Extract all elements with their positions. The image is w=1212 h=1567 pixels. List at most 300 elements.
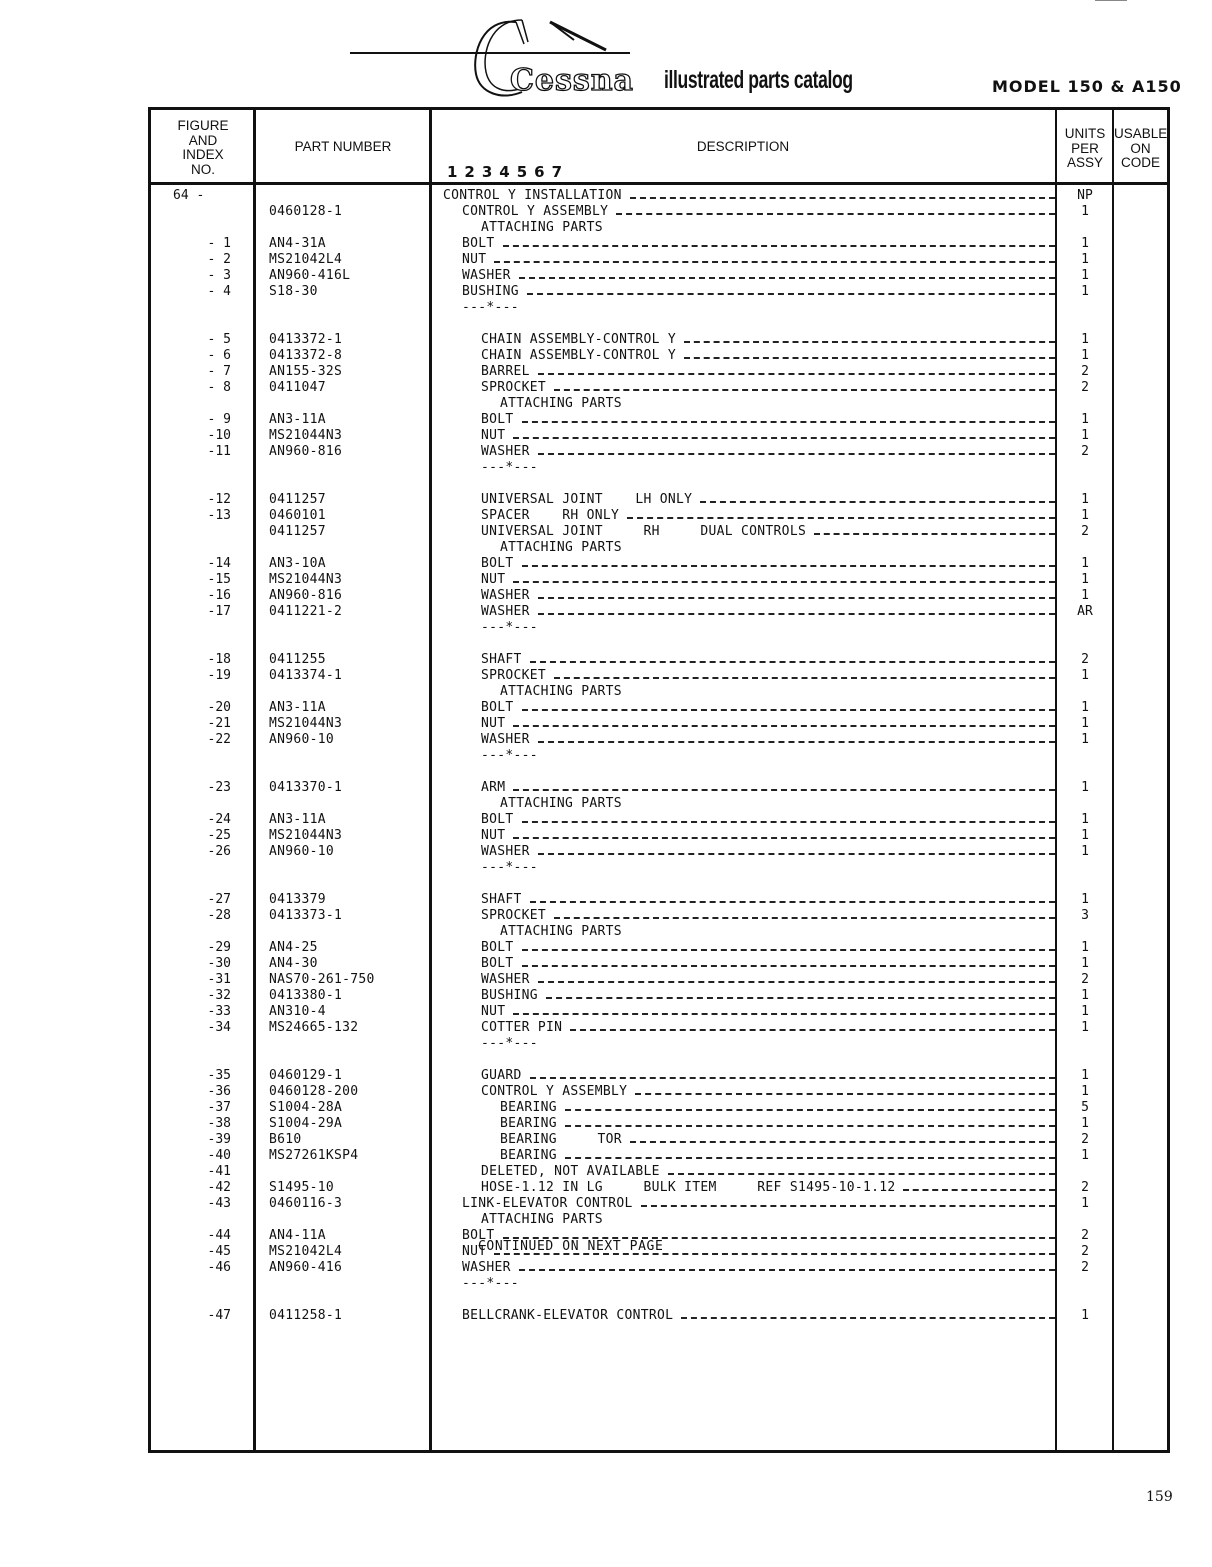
description-text: SHAFT xyxy=(481,652,522,667)
part-number: AN4-11A xyxy=(269,1228,326,1243)
part-number: AN155-32S xyxy=(269,364,343,379)
table-row xyxy=(151,1116,1167,1132)
table-row xyxy=(151,364,1167,380)
part-description xyxy=(481,524,1055,540)
table-row xyxy=(151,828,1167,844)
units-per-assy: 1 xyxy=(1081,700,1089,715)
part-number: MS21044N3 xyxy=(269,828,343,843)
units-per-assy: 2 xyxy=(1081,380,1089,395)
figure-index: - 2 xyxy=(207,252,231,267)
table-row xyxy=(151,796,1167,812)
part-description xyxy=(481,380,1055,396)
part-number: 0411257 xyxy=(269,492,326,507)
part-description xyxy=(481,1084,1055,1100)
description-text: BEARING xyxy=(500,1116,557,1131)
part-description xyxy=(500,540,1055,556)
part-description xyxy=(462,1308,1055,1324)
part-description xyxy=(481,588,1055,604)
description-text: BUSHING xyxy=(481,988,538,1003)
units-per-assy: 1 xyxy=(1081,892,1089,907)
description-text: ---*--- xyxy=(481,1036,538,1051)
part-description xyxy=(462,236,1055,252)
part-number: AN310-4 xyxy=(269,1004,326,1019)
part-description xyxy=(481,956,1055,972)
units-per-assy: 1 xyxy=(1081,412,1089,427)
table-row xyxy=(151,1260,1167,1276)
part-description xyxy=(462,252,1055,268)
part-description xyxy=(481,652,1055,668)
part-description xyxy=(481,492,1055,508)
part-number: 0460128-200 xyxy=(269,1084,359,1099)
part-description xyxy=(500,396,1055,412)
figure-index: -15 xyxy=(207,572,231,587)
part-number: S1495-10 xyxy=(269,1180,335,1195)
description-text: NUT xyxy=(481,1004,506,1019)
part-number: 0411255 xyxy=(269,652,326,667)
part-description xyxy=(481,860,1055,876)
table-row xyxy=(151,1180,1167,1196)
description-text: SPROCKET xyxy=(481,908,547,923)
units-per-assy: 1 xyxy=(1081,268,1089,283)
units-per-assy: 1 xyxy=(1081,1084,1089,1099)
part-number: 0413372-1 xyxy=(269,332,343,347)
figure-index: -27 xyxy=(207,892,231,907)
part-description xyxy=(462,300,1055,316)
figure-index: -14 xyxy=(207,556,231,571)
description-text: ATTACHING PARTS xyxy=(481,1212,603,1227)
table-row xyxy=(151,380,1167,396)
part-description xyxy=(481,1180,1055,1196)
table-row xyxy=(151,700,1167,716)
table-row xyxy=(151,668,1167,684)
figure-index: - 8 xyxy=(207,380,231,395)
table-row xyxy=(151,652,1167,668)
description-text: SHAFT xyxy=(481,892,522,907)
units-per-assy: 5 xyxy=(1081,1100,1089,1115)
part-number: MS21044N3 xyxy=(269,572,343,587)
part-description xyxy=(481,1036,1055,1052)
description-text: BELLCRANK-ELEVATOR CONTROL xyxy=(462,1308,674,1323)
units-per-assy: 1 xyxy=(1081,668,1089,683)
part-number: AN960-10 xyxy=(269,732,335,747)
figure-index: -11 xyxy=(207,444,231,459)
part-description xyxy=(481,828,1055,844)
figure-index: -31 xyxy=(207,972,231,987)
table-row xyxy=(151,684,1167,700)
part-number: 0411257 xyxy=(269,524,326,539)
units-per-assy: 2 xyxy=(1081,444,1089,459)
part-number: MS24665-132 xyxy=(269,1020,359,1035)
figure-index: - 4 xyxy=(207,284,231,299)
units-per-assy: 2 xyxy=(1081,1260,1089,1275)
table-row xyxy=(151,204,1167,220)
table-row xyxy=(151,524,1167,540)
part-description xyxy=(481,604,1055,620)
part-number: 0411221-2 xyxy=(269,604,343,619)
description-text: BEARING xyxy=(500,1148,557,1163)
table-row xyxy=(151,588,1167,604)
units-per-assy: 1 xyxy=(1081,1068,1089,1083)
figure-index: - 3 xyxy=(207,268,231,283)
table-row xyxy=(151,892,1167,908)
part-description xyxy=(481,1020,1055,1036)
description-text: NUT xyxy=(481,572,506,587)
description-text: BOLT xyxy=(481,556,514,571)
table-row xyxy=(151,348,1167,364)
table-row xyxy=(151,924,1167,940)
table-row xyxy=(151,508,1167,524)
figure-index: -39 xyxy=(207,1132,231,1147)
part-description xyxy=(462,204,1055,220)
units-per-assy: 1 xyxy=(1081,732,1089,747)
units-per-assy: 2 xyxy=(1081,1132,1089,1147)
figure-index: -44 xyxy=(207,1228,231,1243)
part-description xyxy=(481,412,1055,428)
part-number: B610 xyxy=(269,1132,302,1147)
units-per-assy: 1 xyxy=(1081,332,1089,347)
part-description xyxy=(500,1148,1055,1164)
figure-index: -26 xyxy=(207,844,231,859)
part-number: 0413372-8 xyxy=(269,348,343,363)
units-per-assy: 1 xyxy=(1081,236,1089,251)
figure-index: -30 xyxy=(207,956,231,971)
part-number: AN4-31A xyxy=(269,236,326,251)
part-description xyxy=(481,700,1055,716)
table-row xyxy=(151,620,1167,636)
figure-index: -38 xyxy=(207,1116,231,1131)
figure-index: -37 xyxy=(207,1100,231,1115)
description-text: BUSHING xyxy=(462,284,519,299)
part-description xyxy=(481,716,1055,732)
part-number: 0413370-1 xyxy=(269,780,343,795)
description-text: UNIVERSAL JOINT RH DUAL CONTROLS xyxy=(481,524,807,539)
row-spacer xyxy=(151,876,1167,892)
column-header-part-number: PART NUMBER xyxy=(294,139,392,154)
part-description xyxy=(481,620,1055,636)
description-text: NUT xyxy=(481,828,506,843)
table-row xyxy=(151,1100,1167,1116)
figure-index: -22 xyxy=(207,732,231,747)
figure-index: -33 xyxy=(207,1004,231,1019)
part-number: 0460116-3 xyxy=(269,1196,343,1211)
part-description xyxy=(481,780,1055,796)
column-header-description: DESCRIPTION xyxy=(696,139,790,154)
units-per-assy: 1 xyxy=(1081,428,1089,443)
part-description xyxy=(481,988,1055,1004)
part-description xyxy=(481,364,1055,380)
table-row xyxy=(151,780,1167,796)
units-per-assy: AR xyxy=(1077,604,1093,619)
part-description xyxy=(481,892,1055,908)
description-text: ATTACHING PARTS xyxy=(500,684,622,699)
row-spacer xyxy=(151,476,1167,492)
description-text: WASHER xyxy=(481,732,530,747)
part-number: 0413379 xyxy=(269,892,326,907)
description-text: GUARD xyxy=(481,1068,522,1083)
figure-index: -41 xyxy=(207,1164,231,1179)
description-text: HOSE-1.12 IN LG BULK ITEM REF S1495-10-1.12 xyxy=(481,1180,896,1195)
table-row xyxy=(151,220,1167,236)
table-row xyxy=(151,540,1167,556)
figure-index: -42 xyxy=(207,1180,231,1195)
table-row xyxy=(151,1020,1167,1036)
table-row xyxy=(151,268,1167,284)
table-row xyxy=(151,732,1167,748)
figure-index: -47 xyxy=(207,1308,231,1323)
description-text: COTTER PIN xyxy=(481,1020,563,1035)
column-header-usable: USABLE ON CODE xyxy=(1114,126,1168,170)
brand-name: Cessna xyxy=(510,63,634,98)
part-description xyxy=(500,796,1055,812)
part-number: MS21044N3 xyxy=(269,716,343,731)
description-text: DELETED, NOT AVAILABLE xyxy=(481,1164,660,1179)
part-number: AN3-11A xyxy=(269,700,326,715)
corner-mark xyxy=(1095,0,1127,1)
table-row xyxy=(151,1084,1167,1100)
units-per-assy: 1 xyxy=(1081,812,1089,827)
part-number: NAS70-261-750 xyxy=(269,972,375,987)
units-per-assy: 1 xyxy=(1081,844,1089,859)
table-row xyxy=(151,860,1167,876)
part-number: AN3-10A xyxy=(269,556,326,571)
part-number: 0460101 xyxy=(269,508,326,523)
table-row xyxy=(151,492,1167,508)
part-number: AN960-10 xyxy=(269,844,335,859)
table-row xyxy=(151,300,1167,316)
description-text: ATTACHING PARTS xyxy=(500,796,622,811)
units-per-assy: 1 xyxy=(1081,252,1089,267)
table-row xyxy=(151,236,1167,252)
part-description xyxy=(500,1116,1055,1132)
part-description xyxy=(481,668,1055,684)
figure-index: -19 xyxy=(207,668,231,683)
table-row xyxy=(151,572,1167,588)
description-text: ATTACHING PARTS xyxy=(500,396,622,411)
table-row xyxy=(151,988,1167,1004)
units-per-assy: 2 xyxy=(1081,972,1089,987)
part-description xyxy=(481,556,1055,572)
units-per-assy: 2 xyxy=(1081,524,1089,539)
figure-index: -32 xyxy=(207,988,231,1003)
figure-index: -29 xyxy=(207,940,231,955)
figure-index: -36 xyxy=(207,1084,231,1099)
description-text: NUT xyxy=(481,716,506,731)
part-description xyxy=(481,1164,1055,1180)
units-per-assy: 1 xyxy=(1081,508,1089,523)
units-per-assy: 1 xyxy=(1081,1004,1089,1019)
table-row xyxy=(151,1276,1167,1292)
description-text: NUT xyxy=(462,252,487,267)
description-text: WASHER xyxy=(481,972,530,987)
units-per-assy: 1 xyxy=(1081,828,1089,843)
description-text: WASHER xyxy=(481,588,530,603)
figure-index: -25 xyxy=(207,828,231,843)
row-spacer xyxy=(151,1292,1167,1308)
figure-index: -45 xyxy=(207,1244,231,1259)
part-number: AN4-25 xyxy=(269,940,318,955)
units-per-assy: 1 xyxy=(1081,588,1089,603)
part-description xyxy=(481,332,1055,348)
part-number: 0413374-1 xyxy=(269,668,343,683)
description-text: ---*--- xyxy=(462,1276,519,1291)
figure-index: - 1 xyxy=(207,236,231,251)
part-description xyxy=(481,348,1055,364)
model-title: MODEL 150 & A150 xyxy=(992,77,1182,96)
table-row xyxy=(151,332,1167,348)
figure-index: -13 xyxy=(207,508,231,523)
figure-index: -20 xyxy=(207,700,231,715)
table-row xyxy=(151,1196,1167,1212)
part-number: AN960-416L xyxy=(269,268,351,283)
description-text: WASHER xyxy=(462,1260,511,1275)
units-per-assy: 1 xyxy=(1081,556,1089,571)
figure-index: -21 xyxy=(207,716,231,731)
units-per-assy: 2 xyxy=(1081,1180,1089,1195)
part-description xyxy=(481,748,1055,764)
figure-index: -35 xyxy=(207,1068,231,1083)
table-row xyxy=(151,252,1167,268)
description-text: WASHER xyxy=(462,268,511,283)
table-row xyxy=(151,748,1167,764)
part-description xyxy=(462,1276,1055,1292)
part-number: S1004-28A xyxy=(269,1100,343,1115)
part-number: MS21042L4 xyxy=(269,252,343,267)
part-number: 0460128-1 xyxy=(269,204,343,219)
table-row xyxy=(151,844,1167,860)
description-text: SPROCKET xyxy=(481,380,547,395)
row-spacer xyxy=(151,316,1167,332)
units-per-assy: 1 xyxy=(1081,940,1089,955)
table-row xyxy=(151,396,1167,412)
units-per-assy: 2 xyxy=(1081,1228,1089,1243)
description-text: ---*--- xyxy=(462,300,519,315)
table-row xyxy=(151,1036,1167,1052)
description-text: NUT xyxy=(481,428,506,443)
part-number: 0411047 xyxy=(269,380,326,395)
description-text: CONTROL Y ASSEMBLY xyxy=(481,1084,628,1099)
description-text: BOLT xyxy=(481,940,514,955)
table-row xyxy=(151,1004,1167,1020)
part-number: MS21044N3 xyxy=(269,428,343,443)
column-header-figure: FIGURE AND INDEX NO. xyxy=(177,118,229,177)
figure-index: -28 xyxy=(207,908,231,923)
description-text: NUT xyxy=(462,1244,487,1259)
units-per-assy: 1 xyxy=(1081,1196,1089,1211)
description-text: BEARING TOR xyxy=(500,1132,622,1147)
figure-index: -17 xyxy=(207,604,231,619)
description-text: CHAIN ASSEMBLY-CONTROL Y xyxy=(481,332,677,347)
units-per-assy: 1 xyxy=(1081,1116,1089,1131)
table-row xyxy=(151,1164,1167,1180)
figure-index: 64 - xyxy=(173,188,205,203)
figure-index: -46 xyxy=(207,1260,231,1275)
description-text: WASHER xyxy=(481,444,530,459)
table-row xyxy=(151,428,1167,444)
figure-index: -23 xyxy=(207,780,231,795)
part-number: AN960-816 xyxy=(269,588,343,603)
part-description xyxy=(481,572,1055,588)
description-text: ---*--- xyxy=(481,748,538,763)
description-text: ATTACHING PARTS xyxy=(481,220,603,235)
figure-index: -43 xyxy=(207,1196,231,1211)
table-row xyxy=(151,556,1167,572)
part-description xyxy=(500,924,1055,940)
row-spacer xyxy=(151,764,1167,780)
table-row xyxy=(151,956,1167,972)
table-row xyxy=(151,1068,1167,1084)
figure-index: - 9 xyxy=(207,412,231,427)
table-row xyxy=(151,908,1167,924)
part-description xyxy=(481,1068,1055,1084)
table-row xyxy=(151,412,1167,428)
part-description xyxy=(500,684,1055,700)
description-text: WASHER xyxy=(481,604,530,619)
table-row xyxy=(151,444,1167,460)
description-text: BARREL xyxy=(481,364,530,379)
part-description xyxy=(481,940,1055,956)
description-text: SPROCKET xyxy=(481,668,547,683)
page-number: 159 xyxy=(1146,1489,1173,1505)
part-number: 0413380-1 xyxy=(269,988,343,1003)
description-text: CONTROL Y ASSEMBLY xyxy=(462,204,609,219)
part-number: AN960-816 xyxy=(269,444,343,459)
description-text: ---*--- xyxy=(481,860,538,875)
description-text: ATTACHING PARTS xyxy=(500,540,622,555)
description-text: CHAIN ASSEMBLY-CONTROL Y xyxy=(481,348,677,363)
part-description xyxy=(481,444,1055,460)
description-text: BOLT xyxy=(462,236,495,251)
part-number: 0411258-1 xyxy=(269,1308,343,1323)
part-description xyxy=(462,284,1055,300)
parts-rows xyxy=(151,188,1167,1324)
description-text: SPACER RH ONLY xyxy=(481,508,620,523)
part-description xyxy=(481,1212,1055,1228)
part-description xyxy=(462,268,1055,284)
table-row xyxy=(151,1148,1167,1164)
units-per-assy: 1 xyxy=(1081,956,1089,971)
description-text: BOLT xyxy=(481,956,514,971)
units-per-assy: NP xyxy=(1077,188,1093,203)
figure-index: -10 xyxy=(207,428,231,443)
part-description xyxy=(481,508,1055,524)
units-per-assy: 2 xyxy=(1081,652,1089,667)
table-row xyxy=(151,940,1167,956)
description-text: CONTROL Y INSTALLATION xyxy=(443,188,622,203)
row-spacer xyxy=(151,636,1167,652)
table-row xyxy=(151,188,1167,204)
part-number: 0460129-1 xyxy=(269,1068,343,1083)
units-per-assy: 1 xyxy=(1081,1148,1089,1163)
part-number: 0413373-1 xyxy=(269,908,343,923)
part-description xyxy=(481,908,1055,924)
units-per-assy: 1 xyxy=(1081,1020,1089,1035)
part-description xyxy=(481,812,1055,828)
part-number: MS21042L4 xyxy=(269,1244,343,1259)
description-text: BOLT xyxy=(462,1228,495,1243)
table-row xyxy=(151,1308,1167,1324)
units-per-assy: 2 xyxy=(1081,1244,1089,1259)
table-row xyxy=(151,812,1167,828)
row-spacer xyxy=(151,1052,1167,1068)
part-description xyxy=(481,220,1055,236)
description-text: UNIVERSAL JOINT LH ONLY xyxy=(481,492,693,507)
figure-index: - 7 xyxy=(207,364,231,379)
table-row xyxy=(151,460,1167,476)
units-per-assy: 1 xyxy=(1081,988,1089,1003)
units-per-assy: 1 xyxy=(1081,284,1089,299)
units-per-assy: 1 xyxy=(1081,780,1089,795)
units-per-assy: 1 xyxy=(1081,204,1089,219)
